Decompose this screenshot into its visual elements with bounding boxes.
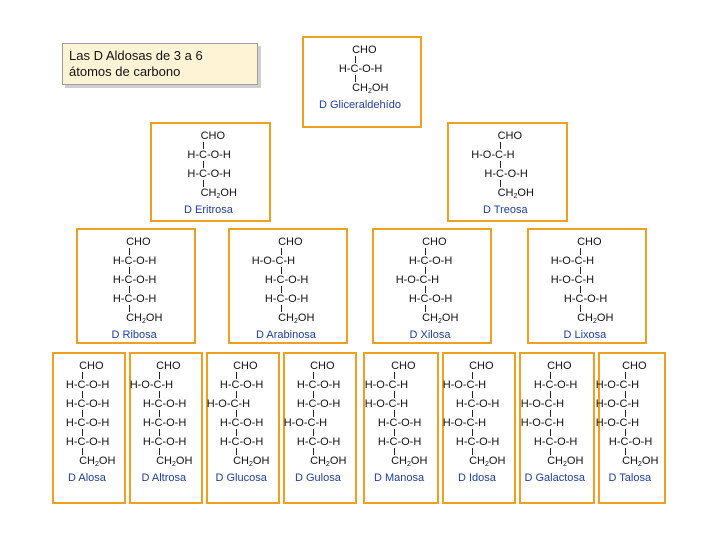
hydroxymethyl-group: $CH_2OH$ bbox=[622, 455, 659, 468]
chiral-carbon-row: H-C-O-H bbox=[112, 255, 157, 267]
box-gliceraldehido bbox=[302, 36, 422, 128]
aldehyde-group: CHO bbox=[200, 130, 226, 142]
bond-line bbox=[313, 391, 314, 398]
bond-line bbox=[129, 248, 130, 255]
chiral-carbon-row: H-O-C-H bbox=[595, 379, 640, 391]
chiral-carbon-row: H-C-O-H bbox=[142, 398, 187, 410]
aldehyde-group: CHO bbox=[126, 236, 151, 248]
bond-line bbox=[159, 429, 160, 436]
sugar-name-label: D Glucosa bbox=[215, 472, 267, 484]
bond-line bbox=[236, 448, 237, 455]
chiral-carbon-row: H-C-O-H bbox=[377, 436, 422, 448]
sugar-name-label: D Eritrosa bbox=[184, 204, 233, 216]
bond-line bbox=[159, 410, 160, 417]
chiral-carbon-row: H-C-O-H bbox=[219, 436, 264, 448]
chiral-carbon-row: H-C-O-H bbox=[377, 417, 422, 429]
sugar-name-label: D Ribosa bbox=[111, 329, 157, 341]
chiral-carbon-row: H-O-C-H bbox=[550, 274, 595, 286]
bond-line bbox=[159, 391, 160, 398]
sugar-name-label: D Talosa bbox=[608, 472, 652, 484]
bond-line bbox=[500, 142, 501, 149]
hydroxymethyl-group: $CH_2OH$ bbox=[126, 312, 163, 325]
hydroxymethyl-group: $CH_2OH$ bbox=[156, 455, 193, 468]
box-ribosa bbox=[76, 228, 196, 344]
chiral-carbon-row: H-O-C-H bbox=[595, 417, 640, 429]
chiral-carbon-row: H-O-C-H bbox=[129, 379, 174, 391]
bond-line bbox=[394, 372, 395, 379]
chiral-carbon-row: H-C-O-H bbox=[533, 379, 578, 391]
box-xilosa bbox=[372, 228, 492, 344]
box-manosa bbox=[363, 352, 439, 504]
bond-line bbox=[580, 248, 581, 255]
bond-line bbox=[425, 305, 426, 312]
chiral-carbon-row: H-C-O-H bbox=[219, 379, 264, 391]
chiral-carbon-row: H-C-O-H bbox=[187, 168, 231, 180]
hydroxymethyl-group: $CH_2OH$ bbox=[547, 455, 584, 468]
bond-line bbox=[472, 410, 473, 417]
chiral-carbon-row: H-C-O-H bbox=[533, 436, 578, 448]
chiral-carbon-row: H-C-O-H bbox=[264, 293, 309, 305]
hydroxymethyl-group: $CH_2OH$ bbox=[310, 455, 347, 468]
bond-line bbox=[313, 429, 314, 436]
bond-line bbox=[472, 372, 473, 379]
sugar-name-label: D Manosa bbox=[374, 472, 425, 484]
chiral-carbon-row: H-C-O-H bbox=[65, 417, 110, 429]
box-arabinosa bbox=[228, 228, 348, 344]
aldehyde-group: CHO bbox=[422, 236, 447, 248]
sugar-name-label: D Altrosa bbox=[141, 472, 187, 484]
aldehyde-group: CHO bbox=[156, 360, 181, 372]
chiral-carbon-row: H-C-O-H bbox=[563, 293, 608, 305]
bond-line bbox=[236, 410, 237, 417]
chiral-carbon-row: H-O-C-H bbox=[364, 379, 409, 391]
hydroxymethyl-group: $CH_2OH$ bbox=[233, 455, 270, 468]
sugar-name-label: D Treosa bbox=[483, 204, 528, 216]
chiral-carbon-row: H-O-C-H bbox=[550, 255, 595, 267]
hydroxymethyl-group: $CH_2OH$ bbox=[469, 455, 506, 468]
hydroxymethyl-group: $CH_2OH$ bbox=[422, 312, 459, 325]
bond-line bbox=[159, 372, 160, 379]
bond-line bbox=[580, 286, 581, 293]
chiral-carbon-row: H-C-O-H bbox=[142, 417, 187, 429]
bond-line bbox=[203, 161, 204, 168]
chiral-carbon-row: H-O-C-H bbox=[595, 398, 640, 410]
bond-line bbox=[82, 448, 83, 455]
bond-line bbox=[236, 429, 237, 436]
chiral-carbon-row: H-C-O-H bbox=[455, 436, 500, 448]
bond-line bbox=[550, 372, 551, 379]
chiral-carbon-row: H-C-O-H bbox=[112, 274, 157, 286]
chiral-carbon-row: H-C-O-H bbox=[296, 436, 341, 448]
bond-line bbox=[313, 372, 314, 379]
chiral-carbon-row: H-C-O-H bbox=[296, 379, 341, 391]
hydroxymethyl-group: $CH_2OH$ bbox=[352, 82, 389, 95]
box-gulosa bbox=[283, 352, 357, 504]
hydroxymethyl-group: $CH_2OH$ bbox=[391, 455, 428, 468]
bond-line bbox=[281, 248, 282, 255]
sugar-name-label: D Lixosa bbox=[563, 329, 607, 341]
sugar-name-label: D Gulosa bbox=[295, 472, 341, 484]
chiral-carbon-row: H-O-C-H bbox=[395, 274, 440, 286]
box-alosa bbox=[52, 352, 126, 504]
sugar-name-label: D Alosa bbox=[68, 472, 106, 484]
aldehyde-group: CHO bbox=[79, 360, 104, 372]
bond-line bbox=[203, 142, 204, 149]
aldehyde-group: CHO bbox=[622, 360, 647, 372]
chiral-carbon-row: H-O-C-H bbox=[442, 417, 487, 429]
chiral-carbon-row: H-C-O-H bbox=[408, 293, 453, 305]
box-eritrosa bbox=[150, 122, 271, 222]
chiral-carbon-row: H-O-C-H bbox=[251, 255, 296, 267]
chiral-carbon-row: H-C-O-H bbox=[142, 436, 187, 448]
chiral-carbon-row: H-C-O-H bbox=[338, 63, 383, 75]
chiral-carbon-row: H-O-C-H bbox=[283, 417, 328, 429]
chiral-carbon-row: H-C-O-H bbox=[608, 436, 653, 448]
bond-line bbox=[550, 410, 551, 417]
bond-line bbox=[625, 410, 626, 417]
sugar-name-label: D Galactosa bbox=[524, 472, 586, 484]
aldehyde-group: CHO bbox=[469, 360, 494, 372]
chiral-carbon-row: H-O-C-H bbox=[206, 398, 251, 410]
box-idosa bbox=[442, 352, 516, 504]
aldehyde-group: CHO bbox=[497, 130, 523, 142]
hydroxymethyl-group: $CH_2OH$ bbox=[200, 187, 237, 200]
bond-line bbox=[82, 372, 83, 379]
chiral-carbon-row: H-C-O-H bbox=[65, 436, 110, 448]
bond-line bbox=[425, 248, 426, 255]
chiral-carbon-row: H-O-C-H bbox=[471, 149, 515, 161]
chiral-carbon-row: H-O-C-H bbox=[520, 417, 565, 429]
chiral-carbon-row: H-C-O-H bbox=[408, 255, 453, 267]
aldehyde-group: CHO bbox=[352, 44, 377, 56]
bond-line bbox=[236, 372, 237, 379]
chiral-carbon-row: H-O-C-H bbox=[364, 398, 409, 410]
bond-line bbox=[425, 286, 426, 293]
title-box bbox=[62, 43, 258, 85]
bond-line bbox=[625, 448, 626, 455]
box-talosa bbox=[595, 352, 666, 504]
chiral-carbon-row: H-C-O-H bbox=[484, 168, 528, 180]
box-treosa bbox=[447, 122, 568, 222]
bond-line bbox=[82, 429, 83, 436]
title-line-2: átomos de carbono bbox=[69, 64, 181, 79]
bond-line bbox=[625, 372, 626, 379]
bond-line bbox=[500, 180, 501, 187]
box-altrosa bbox=[129, 352, 203, 504]
aldehyde-group: CHO bbox=[233, 360, 258, 372]
bond-line bbox=[580, 305, 581, 312]
bond-line bbox=[236, 391, 237, 398]
sugar-name-label: D Arabinosa bbox=[256, 329, 316, 341]
box-lixosa bbox=[527, 228, 647, 344]
bond-line bbox=[472, 448, 473, 455]
chiral-carbon-row: H-C-O-H bbox=[65, 398, 110, 410]
box-glucosa bbox=[206, 352, 280, 504]
bond-line bbox=[313, 410, 314, 417]
aldehyde-group: CHO bbox=[310, 360, 335, 372]
chiral-carbon-row: H-C-O-H bbox=[296, 398, 341, 410]
bond-line bbox=[625, 391, 626, 398]
chiral-carbon-row: H-O-C-H bbox=[520, 398, 565, 410]
chiral-carbon-row: H-C-O-H bbox=[65, 379, 110, 391]
sugar-name-label: D Xilosa bbox=[409, 329, 451, 341]
bond-line bbox=[203, 180, 204, 187]
chiral-carbon-row: H-C-O-H bbox=[219, 417, 264, 429]
chiral-carbon-row: H-C-O-H bbox=[264, 274, 309, 286]
bond-line bbox=[129, 305, 130, 312]
sugar-name-label: D Idosa bbox=[458, 472, 496, 484]
bond-line bbox=[550, 448, 551, 455]
bond-line bbox=[394, 429, 395, 436]
bond-line bbox=[500, 161, 501, 168]
bond-line bbox=[82, 410, 83, 417]
chiral-carbon-row: H-C-O-H bbox=[112, 293, 157, 305]
bond-line bbox=[425, 267, 426, 274]
bond-line bbox=[281, 267, 282, 274]
bond-line bbox=[82, 391, 83, 398]
aldehyde-group: CHO bbox=[577, 236, 602, 248]
bond-line bbox=[472, 391, 473, 398]
sugar-name-label: D Gliceraldehído bbox=[319, 99, 401, 111]
hydroxymethyl-group: $CH_2OH$ bbox=[278, 312, 315, 325]
bond-line bbox=[472, 429, 473, 436]
aldehyde-group: CHO bbox=[547, 360, 572, 372]
bond-line bbox=[580, 267, 581, 274]
hydroxymethyl-group: $CH_2OH$ bbox=[79, 455, 116, 468]
bond-line bbox=[313, 448, 314, 455]
box-galactosa bbox=[519, 352, 595, 504]
bond-line bbox=[355, 75, 356, 82]
chiral-carbon-row: H-O-C-H bbox=[442, 379, 487, 391]
bond-line bbox=[394, 448, 395, 455]
title-line-1: Las D Aldosas de 3 a 6 bbox=[69, 48, 203, 63]
aldehyde-group: CHO bbox=[278, 236, 303, 248]
bond-line bbox=[129, 286, 130, 293]
aldehyde-group: CHO bbox=[391, 360, 416, 372]
hydroxymethyl-group: $CH_2OH$ bbox=[577, 312, 614, 325]
bond-line bbox=[394, 391, 395, 398]
bond-line bbox=[129, 267, 130, 274]
bond-line bbox=[550, 429, 551, 436]
chiral-carbon-row: H-C-O-H bbox=[187, 149, 231, 161]
bond-line bbox=[281, 286, 282, 293]
bond-line bbox=[159, 448, 160, 455]
bond-line bbox=[355, 56, 356, 63]
chiral-carbon-row: H-C-O-H bbox=[455, 398, 500, 410]
hydroxymethyl-group: $CH_2OH$ bbox=[497, 187, 534, 200]
bond-line bbox=[394, 410, 395, 417]
bond-line bbox=[625, 429, 626, 436]
bond-line bbox=[281, 305, 282, 312]
bond-line bbox=[550, 391, 551, 398]
